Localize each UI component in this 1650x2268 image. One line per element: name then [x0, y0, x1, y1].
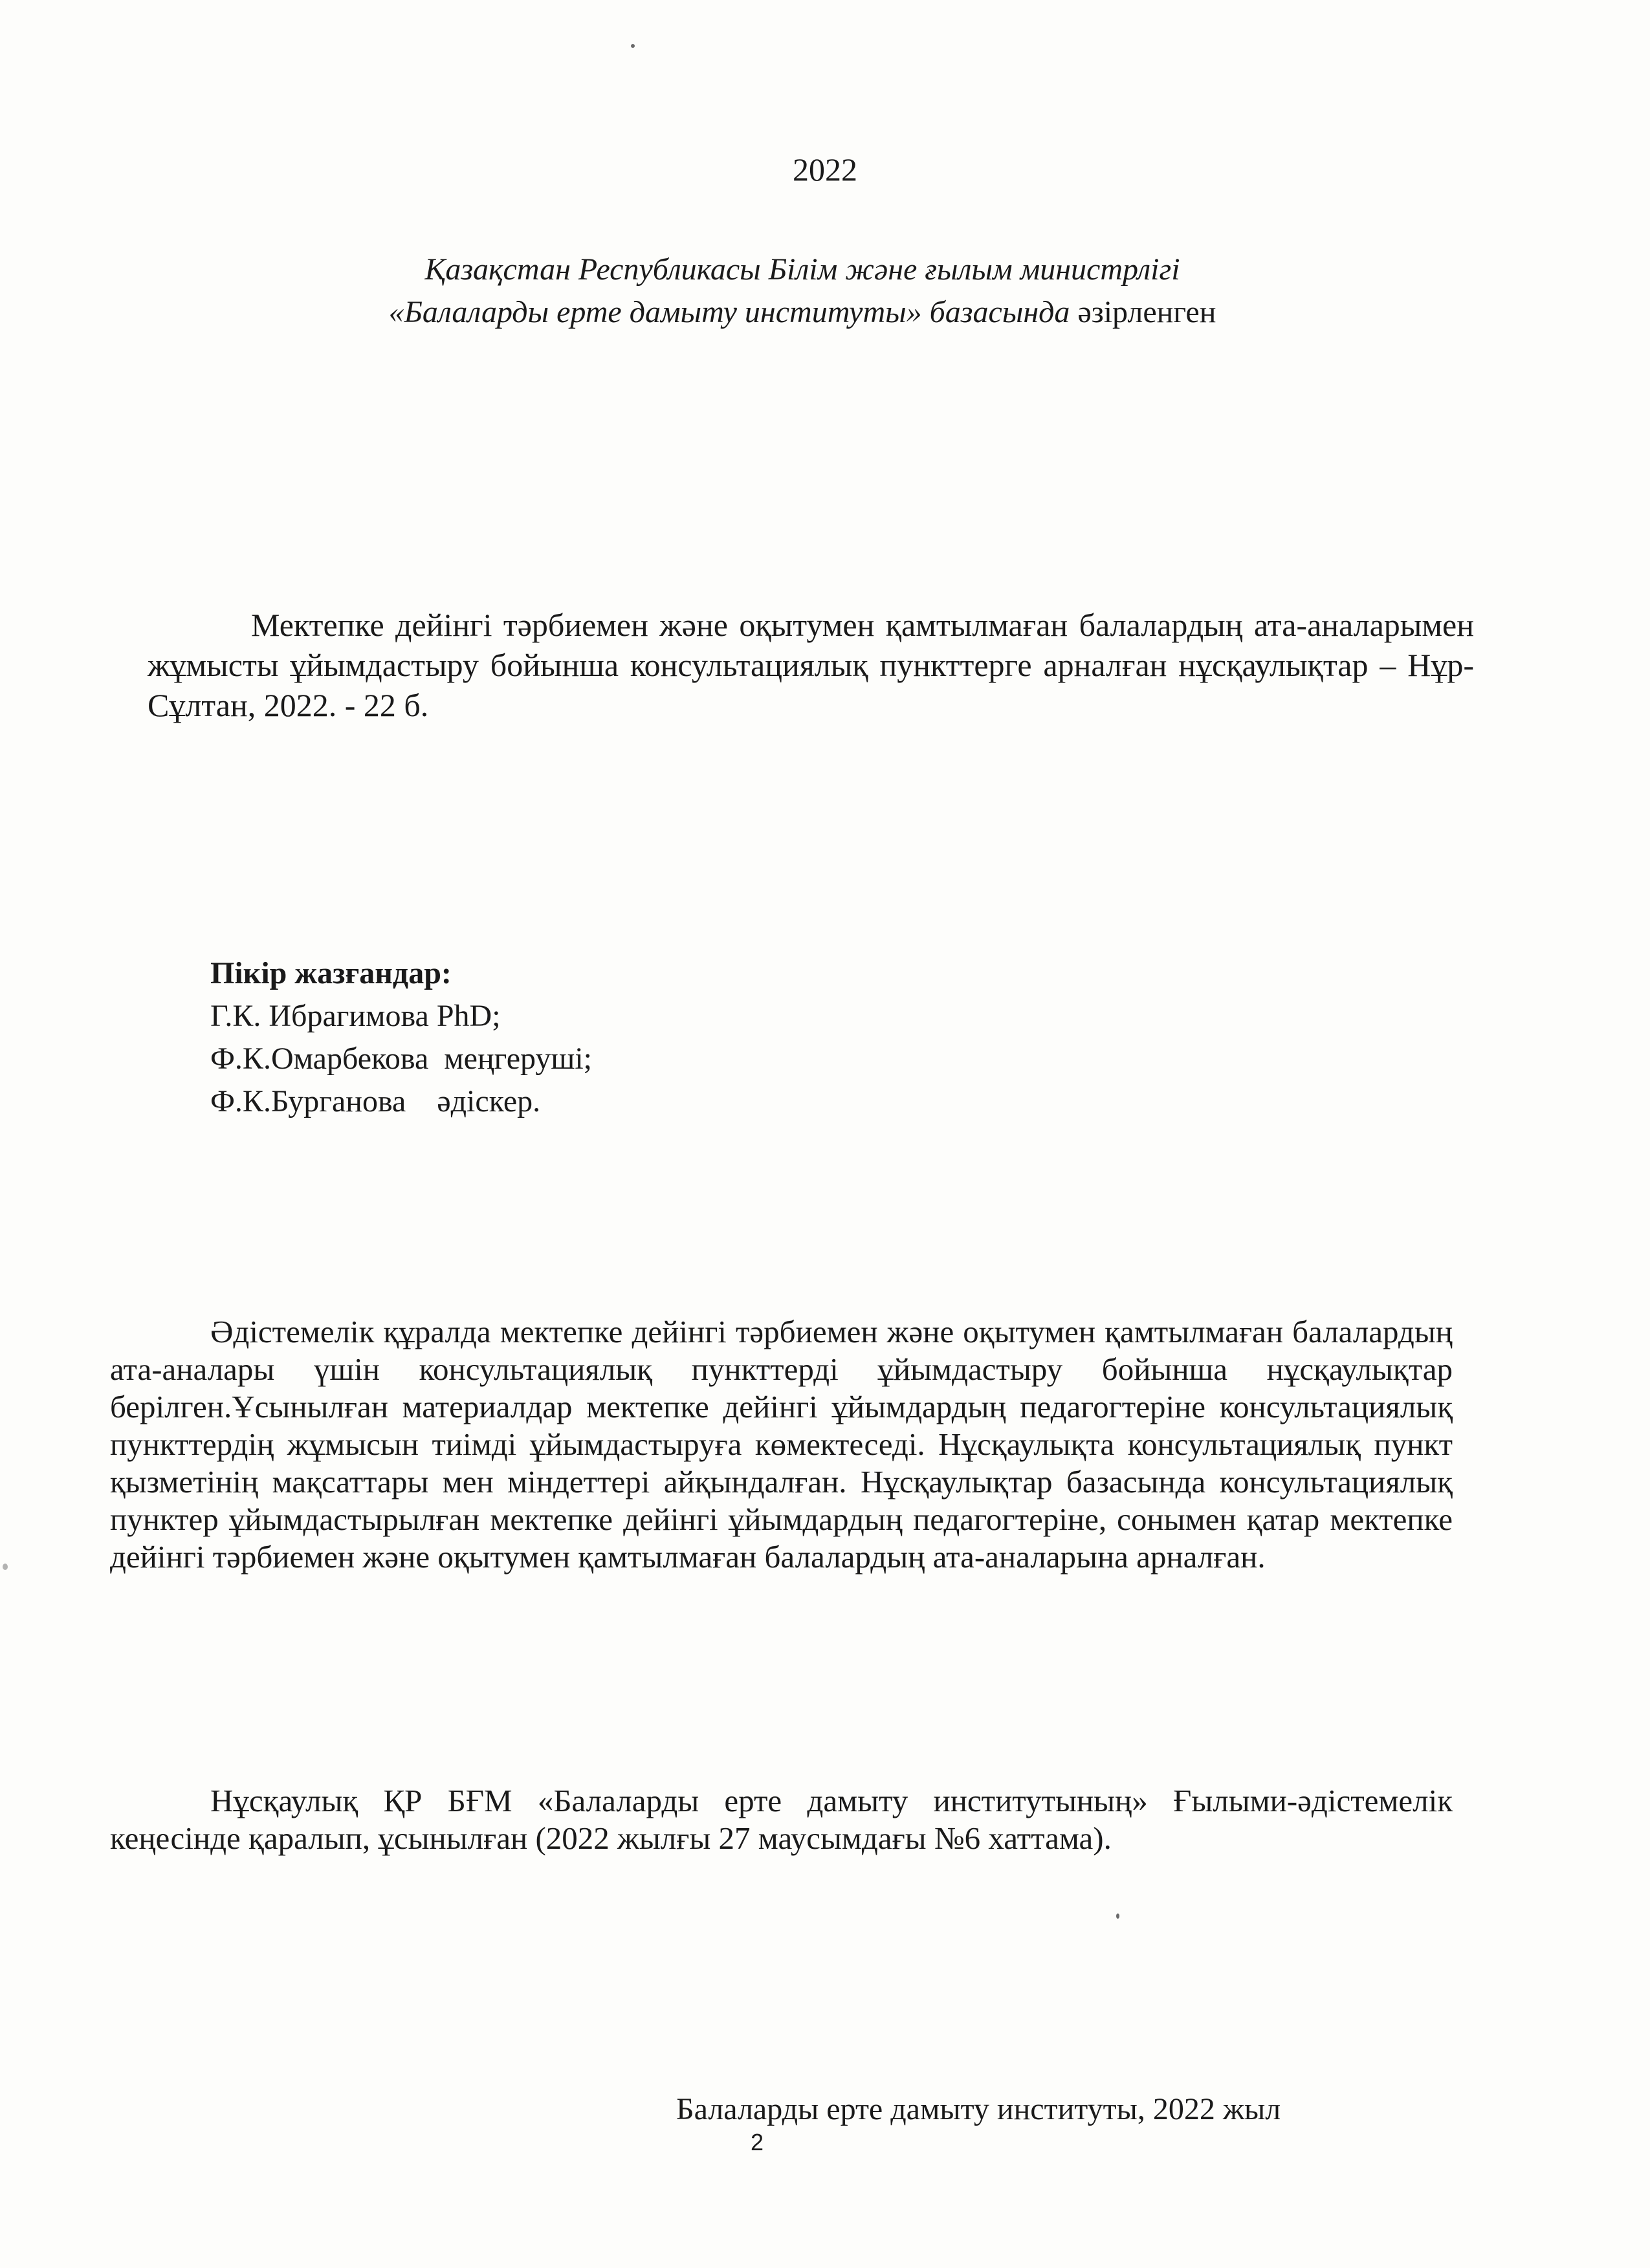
ministry-line: Қазақстан Республикасы Білім және ғылым министрлігі [424, 252, 1180, 287]
bibliographic-note: Мектепке дейінгі тәрбиемен және оқытумен қамтылмаған балалардың ата-аналарымен жұмысты ұйымдастыру бойынша консультациялық пункттерге арналған нұсқаулықтар – Нұр-Сұлтан, 2022. - 22 б. [148, 607, 1474, 723]
scan-speck [1116, 1914, 1119, 1919]
approval-paragraph: Нұсқаулық ҚР БҒМ «Балаларды ерте дамыту институтының» Ғылыми-әдістемелік кеңесінде қаралып, ұсынылған (2022 жылғы 27 маусымдағы №6 хаттама). [110, 1783, 1453, 1856]
reviewers-block [210, 952, 1246, 1123]
scan-speck [3, 1564, 8, 1570]
publication-year: 2022 [793, 151, 857, 188]
reviewers-heading: Пікір жазғандар: [210, 956, 452, 990]
institute-suffix: әзірленген [1070, 295, 1216, 329]
annotation-paragraph: Әдістемелік құралда мектепке дейінгі тәрбиемен және оқытумен қамтылмаған балалардың ата-аналары үшін консультациялық пункттерді ұйымдастыру бойынша нұсқаулықтар берілген.Ұсынылған материалдар мектепке дейінгі ұйымдардың педагогтеріне консультациялық пункттердің жұмысын тиімді ұйымдастыруға көмектеседі. Нұсқаулықта консультациялық пункт қызметінің мақсаттары мен міндеттері айқындалған. Нұсқаулықтар базасында консультациялық пунктер ұйымдастырылған мектепке дейінгі ұйымдардың педагогтеріне, сонымен қатар мектепке дейінгі тәрбиемен және оқытумен қамтылмаған балалардың ата-аналарына арналған. [110, 1314, 1453, 1575]
reviewer-item: Ф.К.Бурганова әдіскер. [210, 1084, 541, 1118]
footer-institute: Балаларды ерте дамыту институты, 2022 жыл [676, 2092, 1281, 2126]
page-number: 2 [750, 2129, 764, 2155]
reviewer-item: Г.К. Ибрагимова PhD; [210, 999, 501, 1033]
publisher-statement [272, 248, 1333, 334]
institute-name: «Балаларды ерте дамыту институты» базасында [388, 295, 1070, 329]
institute-line [272, 291, 1333, 334]
reviewer-item: Ф.К.Омарбекова меңгеруші; [210, 1041, 592, 1076]
scan-speck [631, 44, 635, 48]
